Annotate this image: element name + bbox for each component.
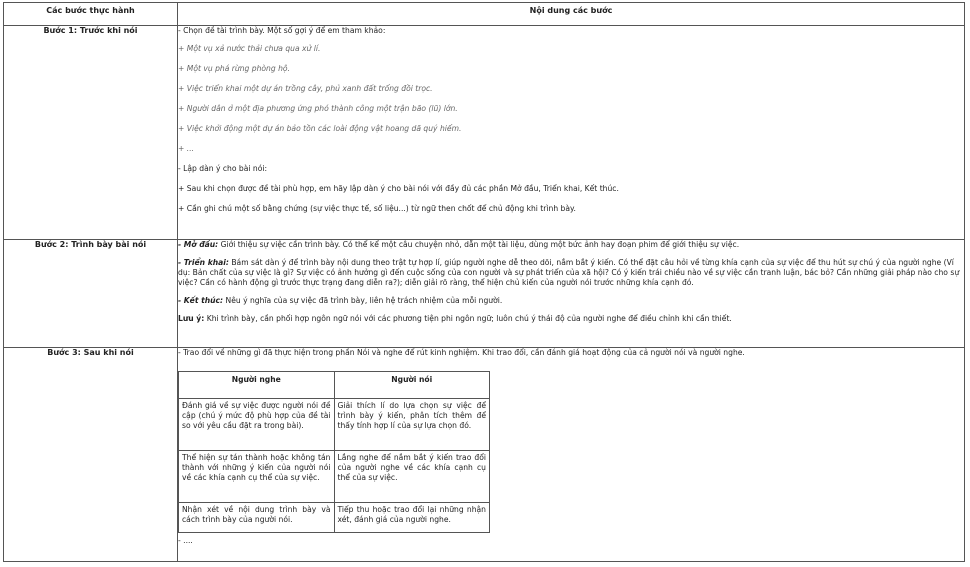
suggestion-item: + Việc khởi động một dự án bảo tồn các loài động vật hoang dã quý hiếm. <box>178 124 462 133</box>
header-row <box>4 3 965 26</box>
suggestion-item: + Người dân ở một địa phương ứng phó thành công một trận bão (lũ) lớn. <box>178 104 458 113</box>
trien-khai-label: - Triển khai: <box>178 258 229 267</box>
step2-title: Bước 2: Trình bày bài nói <box>4 240 178 348</box>
step1-intro: - Chọn đề tài trình bày. Một số gợi ý để em tham khảo: <box>178 26 386 35</box>
mo-dau-paragraph <box>178 240 964 250</box>
suggestion-item: + Một vụ phá rừng phòng hộ. <box>178 64 290 73</box>
speaker-cell: Giải thích lí do lựa chọn sự việc để trình bày ý kiến, phân tích thêm để thấy tính hợp lí của sự lựa chọn đó. <box>334 399 490 451</box>
mo-dau-text: Giới thiệu sự việc cần trình bày. Có thể kể một câu chuyện nhỏ, dẫn một tài liệu, dùng một bức ảnh hay đoạn phim để giới thiệu sự việc. <box>218 240 740 249</box>
suggestion-item: + Việc triển khai một dự án trồng cây, phủ xanh đất trống đồi trọc. <box>178 84 433 93</box>
luu-y-paragraph <box>178 314 964 324</box>
steps-table <box>3 2 965 562</box>
step3-outro: - .... <box>178 536 193 545</box>
mo-dau-label: - Mở đầu: <box>178 240 219 249</box>
speaker-cell: Tiếp thu hoặc trao đổi lại những nhận xét, đánh giá của người nghe. <box>334 503 490 533</box>
table-row <box>179 451 490 503</box>
table-row <box>179 503 490 533</box>
step3-content <box>178 348 965 562</box>
header-speaker: Người nói <box>334 372 490 399</box>
step1-row <box>4 26 965 240</box>
listener-speaker-table <box>178 371 490 533</box>
ket-thuc-label: - Kết thúc: <box>178 296 224 305</box>
step3-row <box>4 348 965 562</box>
listener-cell: Đánh giá về sự việc được người nói đề cập (chú ý mức độ phù hợp của đề tài so với yêu cầu đặt ra trong bài). <box>179 399 335 451</box>
trien-khai-text: Bám sát dàn ý để trình bày nội dung theo trật tự hợp lí, giúp người nghe dễ theo dõi, nắm bắt ý kiến. Có thể đặt câu hỏi về từng khía cạnh của sự việc để thu hút sự chú ý của người nghe (Ví dụ: Bản chất của sự việc là gì? Sự việc có ảnh hưởng gì đến cuộc sống của con người và sự phát triển của xã hội? Có ý kiến trái chiều nào về sự việc cần tranh luận, bác bỏ? Cần những giải pháp nào cho sự việc? Cần có hành động gì trước thực trạng đang diễn ra?); diễn giải rõ ràng, thể hiện chủ kiến của người nói trước những khía cạnh đó. <box>178 258 960 287</box>
outline-item: + Cần ghi chú một số bằng chứng (sự việc thực tế, số liệu...) từ ngữ then chốt để chủ động khi trình bày. <box>178 204 576 213</box>
step3-intro: - Trao đổi về những gì đã thực hiện trong phần Nói và nghe để rút kinh nghiệm. Khi trao đổi, cần đánh giá hoạt động của cả người nói và người nghe. <box>178 348 745 357</box>
step2-row <box>4 240 965 348</box>
luu-y-label: Lưu ý: <box>178 314 205 323</box>
ket-thuc-paragraph <box>178 296 964 306</box>
inner-header-row <box>179 372 490 399</box>
header-content: Nội dung các bước <box>178 3 965 26</box>
trien-khai-paragraph <box>178 258 964 288</box>
listener-cell: Thể hiện sự tán thành hoặc không tán thành với những ý kiến của người nói về các khía cạnh cụ thể của sự việc. <box>179 451 335 503</box>
step3-title: Bước 3: Sau khi nói <box>4 348 178 562</box>
luu-y-text: Khi trình bày, cần phối hợp ngôn ngữ nói với các phương tiện phi ngôn ngữ; luôn chú ý thái độ của người nghe để điều chỉnh khi cần thiết. <box>204 314 732 323</box>
suggestion-item: + ... <box>178 144 195 153</box>
step1-title: Bước 1: Trước khi nói <box>4 26 178 240</box>
step2-content <box>178 240 965 348</box>
listener-cell: Nhận xét về nội dung trình bày và cách trình bày của người nói. <box>179 503 335 533</box>
step1-content <box>178 26 965 240</box>
suggestion-item: + Một vụ xả nước thải chưa qua xử lí. <box>178 44 321 53</box>
speaker-cell: Lắng nghe để nắm bắt ý kiến trao đổi của người nghe về các khía cạnh cụ thể của sự việc. <box>334 451 490 503</box>
header-steps: Các bước thực hành <box>4 3 178 26</box>
table-row <box>179 399 490 451</box>
header-listener: Người nghe <box>179 372 335 399</box>
ket-thuc-text: Nêu ý nghĩa của sự việc đã trình bày, liên hệ trách nhiệm của mỗi người. <box>223 296 503 305</box>
outline-item: + Sau khi chọn được đề tài phù hợp, em hãy lập dàn ý cho bài nói với đầy đủ các phần Mở đầu, Triển khai, Kết thúc. <box>178 184 619 193</box>
step1-outline: - Lập dàn ý cho bài nói: <box>178 164 268 173</box>
